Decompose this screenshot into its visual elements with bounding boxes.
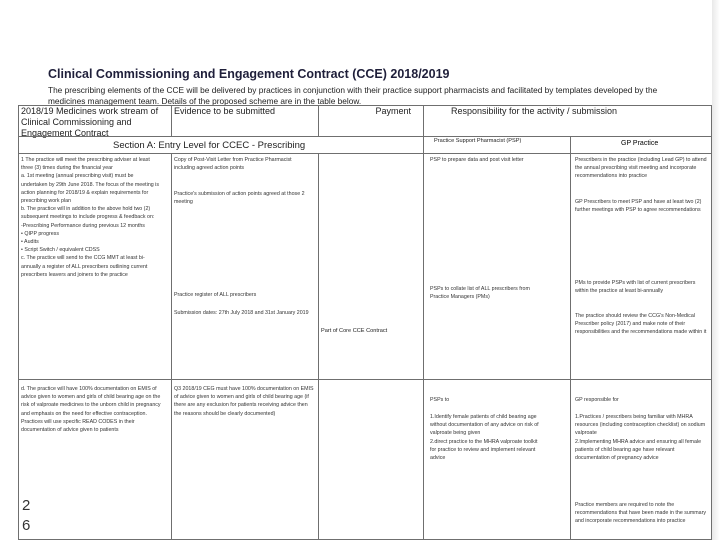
row1-gp-a: Prescribers in the practice (including Lead GP) to attend the annual prescribing visit meeting and incorporate recommendations into practice [575, 157, 707, 180]
row2-gp-cell [570, 379, 712, 540]
workstream-table [18, 105, 712, 540]
col1-header-cell [18, 105, 172, 137]
row1-evidence-dates: Submission dates: 27th July 2018 and 31st January 2019 [174, 310, 309, 316]
row2-gp-extra: Practice members are required to note the recommendations that have been made in the summary and incorporate recommendations into practice [575, 502, 707, 525]
row1-workstream: 1 The practice will meet the prescribing adviser at least three (3) times during the financial year a. 1st meeting (annual prescribing visit) must be undertaken by 29th June 2018. The focus of the meeting is action planning for 2018/19 & explain requirements for prescribing work plan b. The practice will in addition to the above hold two (2) subsequent meetings to include progress & feedback on: -Prescribing Performance during previous 12 months • QIPP progress • Audits • Script Switch / equivalent CDSS c. The practice will send to the CCG MMT at least bi-annually a register of ALL prescribers outlining current prescribers leavers and joiners to the practice [21, 157, 160, 278]
row2-psp-cell [423, 379, 571, 540]
section-title: Section A: Entry Level for CCEC - Prescribing [113, 140, 306, 151]
row2-gp-text: 1.Practices / prescribers being familiar with MHRA resources (including contraception checklist) on sodium valproate 2.Implementing MHRA advice and ensuring all female patients of child bearing age have relevant documentation of pregnancy advice [575, 414, 706, 462]
row1-evidence-b: Practice's submission of action points agreed at those 2 meeting [174, 191, 305, 206]
col1-header: 2018/19 Medicines work stream of Clinical Commissioning and Engagement Contract [21, 106, 159, 138]
slide-edge-shadow [712, 0, 720, 540]
psp-subheader: Practice Support Pharmacist (PSP) [434, 138, 522, 144]
col3-header: Payment [375, 106, 411, 116]
row2-evidence-cell [171, 379, 319, 540]
row1-psp-c: PSPs to collate list of ALL prescribers from Practice Managers (PMs) [430, 286, 530, 301]
row1-gp-cell [570, 153, 712, 380]
row1-payment-cell [318, 153, 424, 380]
col4-header: Responsibility for the activity / submission [451, 106, 618, 116]
gp-subheader-cell [570, 136, 712, 154]
row1-evidence-a: Copy of Post-Visit Letter from Practice Pharmacist including agreed action points [174, 157, 292, 172]
row2-psp-text: 1.Identify female patients of child bearing age without documentation of any advice on risk of valproate being given 2.direct practice to the MHRA valproate toolkit for practice to review and implement relevant advice [430, 414, 539, 462]
row1-gp-b: GP Prescribers to meet PSP and have at least two (2) further meetings with PSP to agree recommendations [575, 199, 702, 214]
row2-payment-cell [318, 379, 424, 540]
row1-workstream-cell [18, 153, 172, 380]
page-number: 2 6 [22, 497, 31, 534]
row1-gp-c1: PMs to provide PSPs with list of current prescribers within the practice at least bi-annually [575, 280, 696, 295]
row2-psp-label: PSPs to [430, 397, 450, 403]
col3-header-cell [318, 105, 424, 137]
row1-evidence-c: Practice register of ALL prescribers [174, 292, 257, 298]
col4-header-cell [423, 105, 712, 137]
psp-subheader-cell [423, 136, 571, 154]
row2-workstream-cell [18, 379, 172, 540]
row1-psp-cell [423, 153, 571, 380]
intro-paragraph: The prescribing elements of the CCE will be delivered by practices in conjunction with their practice support pharmacists and facilitated by templates developed by the medicines management team. Details of the proposed scheme are in the table below. [48, 85, 658, 106]
row1-payment: Part of Core CCE Contract [321, 328, 388, 334]
row1-gp-c2: The practice should review the CCG's Non-Medical Prescriber policy (2017) and make note of their responsibilities and the recommendations made within it [575, 313, 707, 336]
col2-header-cell [171, 105, 319, 137]
row2-evidence: Q3 2018/19 CEG must have 100% documentation on EMIS of advice given to women and girls of child bearing age (if there are any exclusion for patients receiving advice then the reasons should be clearly documented) [174, 386, 314, 417]
row1-psp-a: PSP to prepare data and post visit letter [430, 157, 524, 163]
row2-workstream: d. The practice will have 100% documentation on EMIS of advice given to women and girls of child bearing age on the risk of valproate medicines to the unborn child in pregnancy and emphasis on the need for effective contraception. Practices will use specific READ CODES in their documentation of advice given to patients [21, 386, 161, 434]
gp-subheader: GP Practice [621, 140, 659, 147]
col2-header: Evidence to be submitted [174, 106, 276, 116]
section-cell [18, 136, 424, 154]
row1-evidence-cell [171, 153, 319, 380]
row2-gp-label: GP responsible for [575, 397, 619, 403]
page-title: Clinical Commissioning and Engagement Contract (CCE) 2018/2019 [48, 67, 450, 81]
